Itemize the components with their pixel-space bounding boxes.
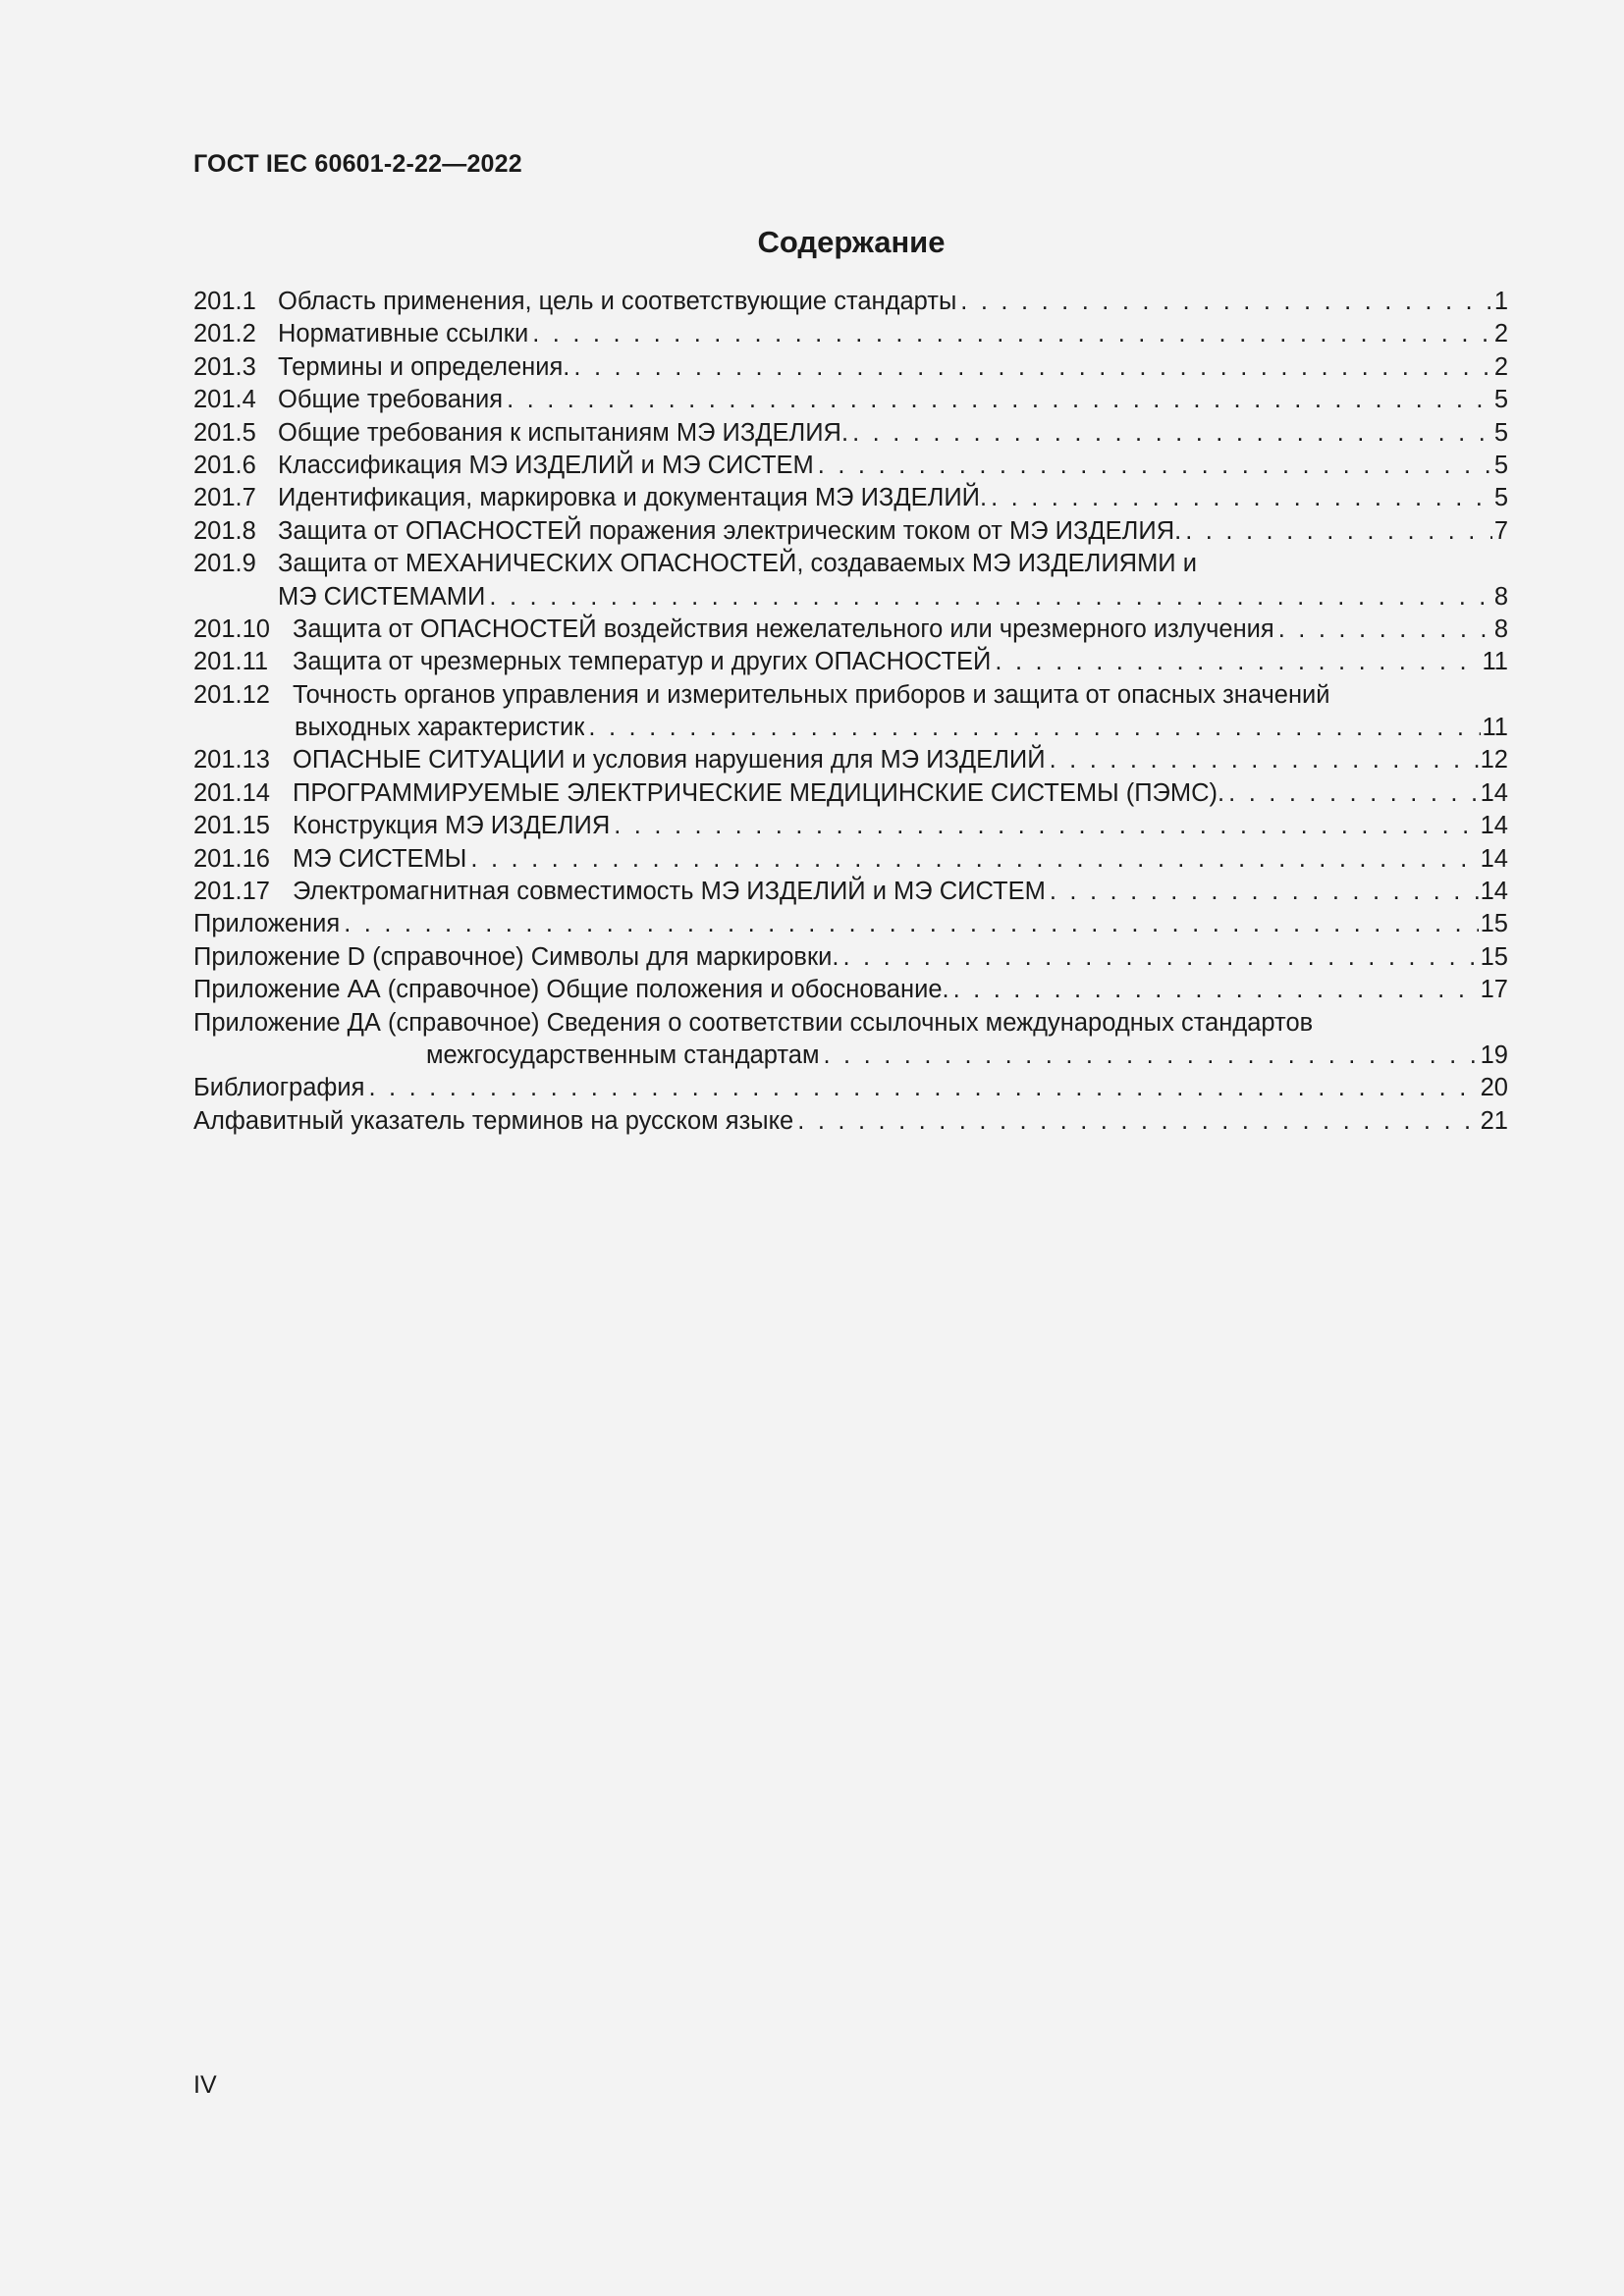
toc-leader-dots <box>1050 744 1479 776</box>
toc-leader-dots <box>344 908 1478 940</box>
toc-entry-page: 20 <box>1480 1074 1508 1102</box>
toc-entry-page: 5 <box>1493 418 1508 447</box>
toc-leader-dots <box>532 318 1492 350</box>
toc-entry-number: 201.8 <box>193 516 256 545</box>
toc-entry-number: 201.17 <box>193 878 270 906</box>
toc-entry-page: 15 <box>1480 942 1508 971</box>
toc-leader-dots <box>588 712 1480 744</box>
toc-entry-number: 201.4 <box>193 386 256 414</box>
toc-entry-page: 21 <box>1480 1106 1508 1135</box>
toc-entry-number: 201.10 <box>193 614 270 643</box>
toc-entry-page: 15 <box>1480 910 1508 938</box>
toc-entry[interactable] <box>193 318 1508 350</box>
toc-leader-dots <box>842 941 1478 974</box>
toc-entry-title: Защита от ОПАСНОСТЕЙ поражения электрическим током от МЭ ИЗДЕЛИЯ. <box>278 516 1182 545</box>
toc-entry-page: 1 <box>1493 287 1508 315</box>
toc-entry-number: 201.16 <box>193 844 270 873</box>
toc-entry-title-continued: межгосударственным стандартам <box>426 1041 820 1069</box>
toc-entry-number: 201.2 <box>193 320 256 348</box>
toc-entry-title: Термины и определения. <box>278 352 570 381</box>
toc-title: Содержание <box>757 225 946 259</box>
toc-entry-title: Приложение АА (справочное) Общие положения и обоснование. <box>193 976 949 1004</box>
document-code: ГОСТ IEC 60601-2-22—2022 <box>193 150 522 178</box>
toc-entry[interactable] <box>193 777 1508 810</box>
toc-entry[interactable] <box>193 843 1508 876</box>
toc-leader-dots <box>470 843 1478 876</box>
toc-entry-title: Классификация МЭ ИЗДЕЛИЙ и МЭ СИСТЕМ <box>278 451 814 479</box>
toc-entry[interactable] <box>193 876 1508 908</box>
toc-leader-dots <box>818 450 1492 482</box>
table-of-contents <box>193 286 1508 1138</box>
toc-entry-title: Конструкция МЭ ИЗДЕЛИЯ <box>293 812 611 840</box>
toc-entry-number: 201.1 <box>193 287 256 315</box>
toc-entry-title: Алфавитный указатель терминов на русском языке <box>193 1106 794 1135</box>
page-number: IV <box>193 2071 217 2099</box>
toc-entry-page: 5 <box>1493 484 1508 512</box>
toc-entry-page: 8 <box>1493 582 1508 611</box>
toc-leader-dots <box>1185 515 1492 548</box>
toc-leader-dots <box>960 286 1492 318</box>
toc-entry-title: Нормативные ссылки <box>278 320 529 348</box>
toc-entry-title: Общие требования к испытаниям МЭ ИЗДЕЛИЯ. <box>278 418 849 447</box>
toc-entry-page: 12 <box>1480 746 1508 774</box>
toc-entry-title: Приложение ДА (справочное) Сведения о соответствии ссылочных международных стандартов <box>193 1008 1314 1037</box>
toc-leader-dots <box>489 581 1491 614</box>
toc-leader-dots <box>1050 876 1479 908</box>
toc-entry[interactable] <box>193 679 1508 712</box>
toc-entry-number: 201.7 <box>193 484 256 512</box>
toc-entry-number: 201.6 <box>193 451 256 479</box>
toc-entry-number: 201.12 <box>193 680 270 709</box>
toc-entry[interactable] <box>193 1105 1508 1138</box>
toc-entry[interactable] <box>193 417 1508 450</box>
toc-entry-number: 201.9 <box>193 550 256 578</box>
toc-leader-dots <box>507 384 1492 416</box>
toc-leader-dots <box>852 417 1492 450</box>
toc-entry-page: 2 <box>1493 320 1508 348</box>
toc-entry-page: 7 <box>1493 516 1508 545</box>
toc-entry-page: 8 <box>1493 614 1508 643</box>
toc-entry-title: ПРОГРАММИРУЕМЫЕ ЭЛЕКТРИЧЕСКИЕ МЕДИЦИНСКИЕ СИСТЕМЫ (ПЭМС). <box>293 778 1225 807</box>
toc-entry-title: Защита от МЕХАНИЧЕСКИХ ОПАСНОСТЕЙ, создаваемых МЭ ИЗДЕЛИЯМИ и <box>278 550 1197 578</box>
toc-entry[interactable] <box>193 646 1508 678</box>
toc-entry-title: Электромагнитная совместимость МЭ ИЗДЕЛИЙ и МЭ СИСТЕМ <box>293 878 1046 906</box>
toc-entry[interactable] <box>193 482 1508 514</box>
toc-entry[interactable] <box>193 515 1508 548</box>
toc-entry-page: 14 <box>1480 778 1508 807</box>
toc-entry[interactable] <box>193 974 1508 1006</box>
toc-entry[interactable] <box>193 450 1508 482</box>
toc-entry[interactable] <box>193 941 1508 974</box>
toc-leader-dots <box>614 810 1478 842</box>
toc-entry-title: Область применения, цель и соответствующие стандарты <box>278 287 957 315</box>
toc-leader-dots <box>991 482 1492 514</box>
toc-leader-dots <box>823 1040 1478 1072</box>
toc-entry-number: 201.3 <box>193 352 256 381</box>
toc-leader-dots <box>368 1072 1478 1104</box>
toc-entry-page: 5 <box>1493 451 1508 479</box>
toc-entry-page: 2 <box>1493 352 1508 381</box>
toc-entry[interactable] <box>193 810 1508 842</box>
toc-entry-page: 14 <box>1480 844 1508 873</box>
toc-entry[interactable] <box>193 744 1508 776</box>
toc-entry[interactable] <box>193 614 1508 646</box>
toc-leader-dots <box>797 1105 1478 1138</box>
toc-entry-page: 11 <box>1482 714 1508 742</box>
toc-entry-page: 17 <box>1480 976 1508 1004</box>
toc-entry[interactable] <box>193 286 1508 318</box>
toc-entry-page: 5 <box>1493 386 1508 414</box>
toc-entry[interactable] <box>193 384 1508 416</box>
toc-entry[interactable] <box>193 1072 1508 1104</box>
toc-entry-number: 201.5 <box>193 418 256 447</box>
toc-leader-dots <box>1228 777 1479 810</box>
toc-entry-title: Библиография <box>193 1074 365 1102</box>
toc-entry-continuation[interactable] <box>193 1040 1508 1072</box>
toc-entry[interactable] <box>193 351 1508 384</box>
toc-leader-dots <box>995 646 1480 678</box>
toc-entry[interactable] <box>193 908 1508 940</box>
toc-entry-page: 19 <box>1480 1041 1508 1069</box>
toc-entry-number: 201.15 <box>193 812 270 840</box>
toc-entry-title: Общие требования <box>278 386 504 414</box>
toc-entry-title-continued: МЭ СИСТЕМАМИ <box>278 582 486 611</box>
toc-entry[interactable] <box>193 548 1508 580</box>
toc-entry-continuation[interactable] <box>193 712 1508 744</box>
toc-leader-dots <box>1278 614 1492 646</box>
toc-entry-title: Защита от ОПАСНОСТЕЙ воздействия нежелательного или чрезмерного излучения <box>293 614 1274 643</box>
toc-entry-number: 201.11 <box>193 648 269 676</box>
toc-entry-number: 201.13 <box>193 746 270 774</box>
toc-entry-title: Точность органов управления и измерительных приборов и защита от опасных значений <box>293 680 1330 709</box>
toc-entry-page: 11 <box>1482 648 1508 676</box>
toc-entry-page: 14 <box>1480 878 1508 906</box>
toc-entry-title: МЭ СИСТЕМЫ <box>293 844 467 873</box>
toc-entry-title: Защита от чрезмерных температур и других ОПАСНОСТЕЙ <box>293 648 992 676</box>
toc-entry-number: 201.14 <box>193 778 270 807</box>
toc-leader-dots <box>953 974 1479 1006</box>
toc-entry-title-continued: выходных характеристик <box>295 714 585 742</box>
toc-entry-title: ОПАСНЫЕ СИТУАЦИИ и условия нарушения для МЭ ИЗДЕЛИЙ <box>293 746 1046 774</box>
toc-entry-title: Приложение D (справочное) Символы для маркировки. <box>193 942 839 971</box>
toc-entry-continuation[interactable] <box>193 581 1508 614</box>
toc-entry-title: Приложения <box>193 910 341 938</box>
toc-entry-page: 14 <box>1480 812 1508 840</box>
toc-entry-title: Идентификация, маркировка и документация МЭ ИЗДЕЛИЙ. <box>278 484 988 512</box>
toc-entry[interactable] <box>193 1007 1508 1040</box>
toc-leader-dots <box>573 351 1491 384</box>
